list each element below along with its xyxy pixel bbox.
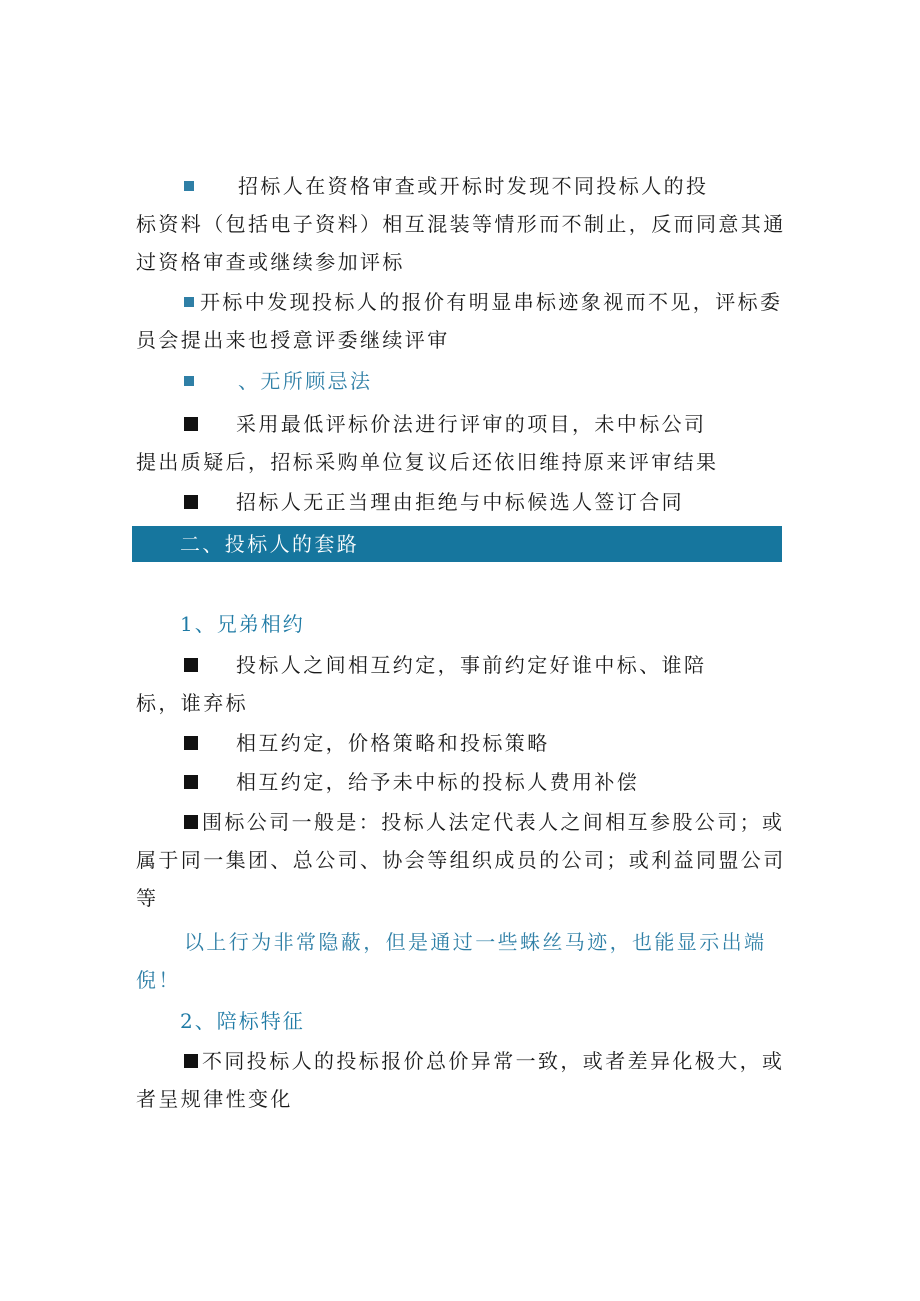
bullet-item-e: [184, 1047, 784, 1075]
black-square-bullet-icon: [184, 815, 198, 829]
item-2-line-2: 员会提出来也授意评委继续评审: [136, 328, 450, 352]
item-e-line-2: 者呈规律性变化: [136, 1087, 293, 1111]
item-2-line-1: 开标中发现投标人的报价有明显串标迹象视而不见，评标委: [200, 290, 783, 314]
item-3-line-2: 提出质疑后，招标采购单位复议后还依旧维持原来评审结果: [136, 450, 719, 474]
black-square-bullet-icon: [184, 658, 198, 672]
item-1-line-1: 招标人在资格审查或开标时发现不同投标人的投: [238, 174, 709, 198]
item-d-line-2: 属于同一集团、总公司、协会等组织成员的公司；或利益同盟公司: [136, 848, 786, 872]
black-square-bullet-icon: [184, 417, 198, 431]
note-line-1: 以上行为非常隐蔽，但是通过一些蛛丝马迹，也能显示出端: [184, 930, 767, 954]
black-square-bullet-icon: [184, 495, 198, 509]
item-d-line-1: 围标公司一般是：投标人法定代表人之间相互参股公司；或: [202, 810, 785, 834]
item-1-line-3: 过资格审查或继续参加评标: [136, 250, 405, 274]
bullet-item-b: [184, 729, 550, 757]
item-c-text: 相互约定，给予未中标的投标人费用补偿: [236, 770, 640, 794]
item-a-line-2: 标，谁弃标: [136, 691, 248, 715]
item-1-line-2: 标资料（包括电子资料）相互混装等情形而不制止，反而同意其通: [136, 212, 786, 236]
bullet-item-a: [184, 651, 706, 679]
black-square-bullet-icon: [184, 775, 198, 789]
blue-square-bullet-icon: [184, 376, 194, 386]
blue-square-bullet-icon: [184, 181, 194, 191]
bullet-item-c: [184, 768, 639, 796]
item-4-line-1: 招标人无正当理由拒绝与中标候选人签订合同: [236, 490, 684, 514]
black-square-bullet-icon: [184, 736, 198, 750]
black-square-bullet-icon: [184, 1054, 198, 1068]
heading-accompany-features: 2、陪标特征: [180, 1009, 305, 1033]
note-line-2: 倪！: [136, 968, 181, 992]
bullet-item-4: [184, 488, 684, 516]
section-banner-title: 二、投标人的套路: [180, 532, 360, 556]
bullet-item-2: [184, 288, 782, 316]
heading-brothers-agreement: 1、兄弟相约: [180, 612, 305, 636]
item-3-line-1: 采用最低评标价法进行评审的项目，未中标公司: [236, 412, 707, 436]
bullet-item-d: [184, 808, 784, 836]
sub-heading-text: 、无所顾忌法: [238, 369, 373, 393]
bullet-item-1: [184, 172, 708, 200]
item-e-line-1: 不同投标人的投标报价总价异常一致，或者差异化极大，或: [202, 1049, 785, 1073]
item-d-line-3: 等: [136, 886, 159, 910]
item-b-text: 相互约定，价格策略和投标策略: [236, 731, 550, 755]
sub-heading: [184, 367, 372, 395]
item-a-line-1: 投标人之间相互约定，事前约定好谁中标、谁陪: [236, 653, 707, 677]
bullet-item-3: [184, 410, 706, 438]
blue-square-bullet-icon: [184, 297, 194, 307]
